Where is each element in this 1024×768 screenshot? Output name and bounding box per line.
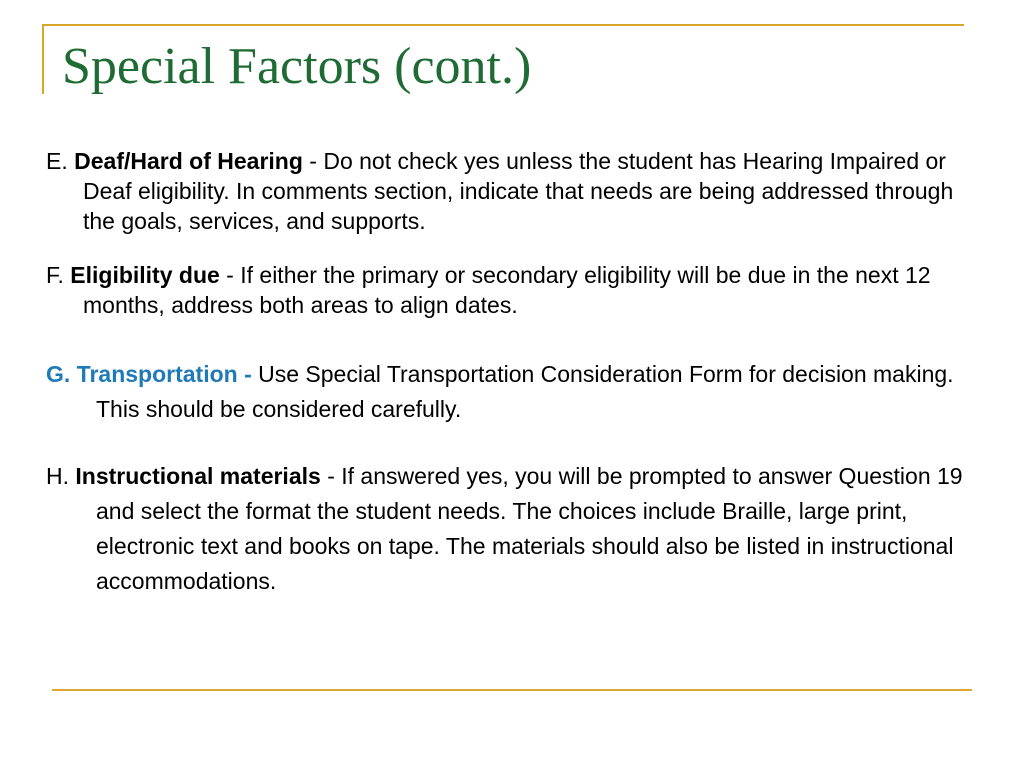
item-eligibility-due	[46, 260, 976, 320]
item-letter: F.	[46, 262, 64, 288]
bottom-rule	[52, 689, 972, 691]
left-rule	[42, 26, 44, 94]
item-label: Deaf/Hard of Hearing	[74, 148, 303, 174]
slide-body	[46, 146, 976, 599]
item-label: Eligibility due	[70, 262, 220, 288]
item-text: Use Special Transportation Consideration Form for decision making. This should be considered carefully.	[96, 361, 954, 422]
item-letter: E.	[46, 148, 68, 174]
item-transportation	[46, 357, 976, 427]
item-text: - If answered yes, you will be prompted to answer Question 19 and select the format the student needs. The choices include Braille, large print, electronic text and books on tape. The materials should also be listed in instructional accommodations.	[96, 463, 963, 594]
item-instructional-materials	[46, 459, 976, 599]
top-rule	[42, 24, 964, 26]
item-label: Instructional materials	[75, 463, 321, 489]
item-deaf-hard-of-hearing	[46, 146, 976, 236]
item-letter: H.	[46, 463, 69, 489]
item-label: G. Transportation -	[46, 361, 252, 387]
slide-title: Special Factors (cont.)	[62, 38, 532, 95]
item-text: - If either the primary or secondary eligibility will be due in the next 12 months, address both areas to align dates.	[83, 262, 931, 318]
item-text: - Do not check yes unless the student has Hearing Impaired or Deaf eligibility. In comments section, indicate that needs are being addressed through the goals, services, and supports.	[83, 148, 954, 234]
